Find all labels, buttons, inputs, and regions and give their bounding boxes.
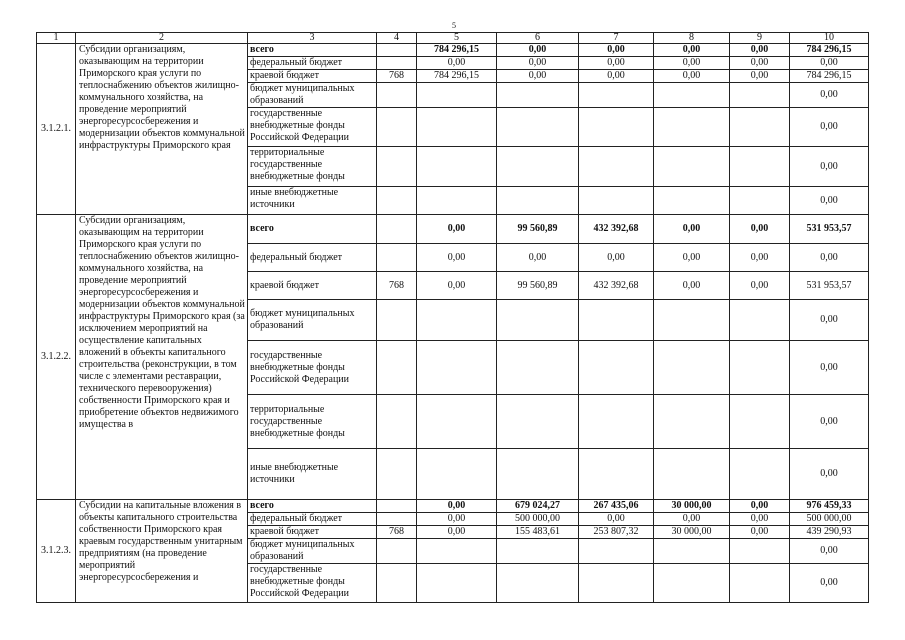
grbs-code xyxy=(377,83,417,108)
amount-v5: 0,00 xyxy=(417,244,497,272)
amount-v7 xyxy=(579,300,654,341)
amount-v7: 0,00 xyxy=(579,513,654,526)
amount-v7: 267 435,06 xyxy=(579,500,654,513)
amount-v10: 0,00 xyxy=(790,108,869,147)
amount-v10: 0,00 xyxy=(790,341,869,395)
funding-source: территориальные государственные внебюджетные фонды xyxy=(248,395,377,449)
amount-v6 xyxy=(497,564,579,603)
grbs-code xyxy=(377,539,417,564)
amount-v6: 99 560,89 xyxy=(497,215,579,244)
amount-v8 xyxy=(654,539,730,564)
header-cell: 1 xyxy=(37,33,76,44)
grbs-code xyxy=(377,500,417,513)
amount-v8 xyxy=(654,83,730,108)
amount-v10: 0,00 xyxy=(790,83,869,108)
amount-v8: 0,00 xyxy=(654,57,730,70)
amount-v5 xyxy=(417,564,497,603)
amount-v8: 0,00 xyxy=(654,215,730,244)
grbs-code xyxy=(377,513,417,526)
amount-v6: 0,00 xyxy=(497,57,579,70)
amount-v9 xyxy=(730,300,790,341)
amount-v6: 99 560,89 xyxy=(497,272,579,300)
amount-v5 xyxy=(417,341,497,395)
grbs-code xyxy=(377,108,417,147)
amount-v9: 0,00 xyxy=(730,272,790,300)
amount-v9: 0,00 xyxy=(730,44,790,57)
amount-v8: 30 000,00 xyxy=(654,526,730,539)
amount-v6 xyxy=(497,539,579,564)
amount-v7 xyxy=(579,108,654,147)
amount-v10: 0,00 xyxy=(790,244,869,272)
header-cell: 3 xyxy=(248,33,377,44)
header-cell: 7 xyxy=(579,33,654,44)
amount-v5: 0,00 xyxy=(417,57,497,70)
section-name: Субсидии организациям, оказывающим на территории Приморского края услуги по теплоснабжению объектов жилищно-коммунального хозяйства, на проведение мероприятий энергоресурсосбережения и модернизации объектов коммунальной инфраструктуры Приморского края xyxy=(76,44,248,215)
amount-v8: 30 000,00 xyxy=(654,500,730,513)
amount-v9: 0,00 xyxy=(730,513,790,526)
amount-v10: 0,00 xyxy=(790,300,869,341)
amount-v6: 0,00 xyxy=(497,244,579,272)
amount-v9 xyxy=(730,564,790,603)
amount-v6 xyxy=(497,83,579,108)
amount-v5 xyxy=(417,83,497,108)
budget-table xyxy=(36,32,869,603)
amount-v7: 432 392,68 xyxy=(579,272,654,300)
amount-v8: 0,00 xyxy=(654,44,730,57)
amount-v6: 679 024,27 xyxy=(497,500,579,513)
amount-v10: 0,00 xyxy=(790,449,869,500)
grbs-code xyxy=(377,564,417,603)
amount-v7: 0,00 xyxy=(579,244,654,272)
page-number: 5 xyxy=(452,21,456,30)
amount-v5: 0,00 xyxy=(417,513,497,526)
amount-v6: 0,00 xyxy=(497,70,579,83)
funding-source: федеральный бюджет xyxy=(248,244,377,272)
grbs-code xyxy=(377,300,417,341)
grbs-code: 768 xyxy=(377,526,417,539)
header-cell: 8 xyxy=(654,33,730,44)
amount-v8: 0,00 xyxy=(654,244,730,272)
amount-v6 xyxy=(497,300,579,341)
amount-v7 xyxy=(579,395,654,449)
amount-v10: 0,00 xyxy=(790,187,869,215)
amount-v5: 0,00 xyxy=(417,215,497,244)
amount-v9 xyxy=(730,83,790,108)
amount-v9 xyxy=(730,449,790,500)
amount-v7 xyxy=(579,83,654,108)
amount-v7: 0,00 xyxy=(579,44,654,57)
amount-v7: 432 392,68 xyxy=(579,215,654,244)
amount-v5 xyxy=(417,395,497,449)
funding-source: территориальные государственные внебюджетные фонды xyxy=(248,147,377,187)
amount-v6: 155 483,61 xyxy=(497,526,579,539)
amount-v8 xyxy=(654,395,730,449)
amount-v7 xyxy=(579,449,654,500)
section-code: 3.1.2.3. xyxy=(37,500,76,603)
amount-v7 xyxy=(579,187,654,215)
amount-v8: 0,00 xyxy=(654,70,730,83)
amount-v8 xyxy=(654,564,730,603)
amount-v6: 500 000,00 xyxy=(497,513,579,526)
amount-v8: 0,00 xyxy=(654,272,730,300)
amount-v5 xyxy=(417,108,497,147)
grbs-code xyxy=(377,395,417,449)
grbs-code xyxy=(377,187,417,215)
amount-v9: 0,00 xyxy=(730,57,790,70)
amount-v5 xyxy=(417,300,497,341)
amount-v9 xyxy=(730,108,790,147)
amount-v9 xyxy=(730,147,790,187)
amount-v9: 0,00 xyxy=(730,215,790,244)
amount-v10: 0,00 xyxy=(790,539,869,564)
grbs-code xyxy=(377,44,417,57)
amount-v9: 0,00 xyxy=(730,500,790,513)
amount-v9 xyxy=(730,539,790,564)
amount-v7 xyxy=(579,341,654,395)
funding-source: краевой бюджет xyxy=(248,272,377,300)
funding-source: краевой бюджет xyxy=(248,526,377,539)
amount-v9 xyxy=(730,187,790,215)
amount-v10: 784 296,15 xyxy=(790,44,869,57)
amount-v5: 784 296,15 xyxy=(417,70,497,83)
amount-v5: 0,00 xyxy=(417,272,497,300)
amount-v8 xyxy=(654,108,730,147)
amount-v7: 0,00 xyxy=(579,70,654,83)
amount-v5: 0,00 xyxy=(417,500,497,513)
amount-v6: 0,00 xyxy=(497,44,579,57)
grbs-code: 768 xyxy=(377,272,417,300)
grbs-code xyxy=(377,57,417,70)
funding-source: государственные внебюджетные фонды Российской Федерации xyxy=(248,108,377,147)
amount-v6 xyxy=(497,147,579,187)
header-cell: 6 xyxy=(497,33,579,44)
funding-source: бюджет муниципальных образований xyxy=(248,83,377,108)
section-name: Субсидии организациям, оказывающим на территории Приморского края услуги по теплоснабжению объектов жилищно-коммунального хозяйства, на проведение мероприятий энергоресурсосбережения и модернизации объектов коммунальной инфраструктуры Приморского края (за исключением мероприятий на осуществление капитальных вложений в объекты капитального строительства (реконструкции, в том числе с элементами реставрации, технического перевооружения) собственности Приморского края и приобретение объектов недвижимого имущества в xyxy=(76,215,248,500)
amount-v8 xyxy=(654,449,730,500)
funding-source: краевой бюджет xyxy=(248,70,377,83)
amount-v7 xyxy=(579,147,654,187)
funding-source: бюджет муниципальных образований xyxy=(248,300,377,341)
funding-source: федеральный бюджет xyxy=(248,513,377,526)
header-row xyxy=(37,33,869,44)
amount-v5 xyxy=(417,449,497,500)
amount-v9: 0,00 xyxy=(730,244,790,272)
funding-source: всего xyxy=(248,44,377,57)
table-row xyxy=(37,500,869,513)
amount-v9 xyxy=(730,395,790,449)
amount-v10: 0,00 xyxy=(790,395,869,449)
amount-v6 xyxy=(497,395,579,449)
amount-v6 xyxy=(497,341,579,395)
section-code: 3.1.2.2. xyxy=(37,215,76,500)
amount-v8 xyxy=(654,300,730,341)
amount-v7: 0,00 xyxy=(579,57,654,70)
amount-v5 xyxy=(417,147,497,187)
amount-v6 xyxy=(497,449,579,500)
amount-v10: 784 296,15 xyxy=(790,70,869,83)
funding-source: иные внебюджетные источники xyxy=(248,187,377,215)
table-row xyxy=(37,215,869,244)
amount-v10: 0,00 xyxy=(790,147,869,187)
amount-v10: 0,00 xyxy=(790,57,869,70)
funding-source: всего xyxy=(248,215,377,244)
header-cell: 9 xyxy=(730,33,790,44)
grbs-code xyxy=(377,341,417,395)
amount-v6 xyxy=(497,187,579,215)
amount-v10: 976 459,33 xyxy=(790,500,869,513)
amount-v7: 253 807,32 xyxy=(579,526,654,539)
funding-source: государственные внебюджетные фонды Российской Федерации xyxy=(248,341,377,395)
header-cell: 10 xyxy=(790,33,869,44)
grbs-code: 768 xyxy=(377,70,417,83)
grbs-code xyxy=(377,215,417,244)
header-cell: 4 xyxy=(377,33,417,44)
header-cell: 2 xyxy=(76,33,248,44)
amount-v10: 531 953,57 xyxy=(790,215,869,244)
amount-v10: 0,00 xyxy=(790,564,869,603)
section-name: Субсидии на капитальные вложения в объекты капитального строительства собственности Приморского края краевым государственным унитарным предприятиям (на проведение мероприятий энергоресурсосбережения и xyxy=(76,500,248,603)
funding-source: иные внебюджетные источники xyxy=(248,449,377,500)
funding-source: бюджет муниципальных образований xyxy=(248,539,377,564)
amount-v8 xyxy=(654,147,730,187)
amount-v9: 0,00 xyxy=(730,70,790,83)
amount-v8 xyxy=(654,187,730,215)
section-code: 3.1.2.1. xyxy=(37,44,76,215)
amount-v6 xyxy=(497,108,579,147)
grbs-code xyxy=(377,244,417,272)
grbs-code xyxy=(377,449,417,500)
amount-v10: 439 290,93 xyxy=(790,526,869,539)
table-row xyxy=(37,44,869,57)
funding-source: государственные внебюджетные фонды Российской Федерации xyxy=(248,564,377,603)
amount-v8: 0,00 xyxy=(654,513,730,526)
amount-v9 xyxy=(730,341,790,395)
funding-source: федеральный бюджет xyxy=(248,57,377,70)
amount-v10: 531 953,57 xyxy=(790,272,869,300)
amount-v7 xyxy=(579,539,654,564)
header-cell: 5 xyxy=(417,33,497,44)
funding-source: всего xyxy=(248,500,377,513)
amount-v9: 0,00 xyxy=(730,526,790,539)
amount-v7 xyxy=(579,564,654,603)
amount-v5 xyxy=(417,187,497,215)
grbs-code xyxy=(377,147,417,187)
amount-v10: 500 000,00 xyxy=(790,513,869,526)
amount-v5: 784 296,15 xyxy=(417,44,497,57)
amount-v5: 0,00 xyxy=(417,526,497,539)
amount-v8 xyxy=(654,341,730,395)
amount-v5 xyxy=(417,539,497,564)
